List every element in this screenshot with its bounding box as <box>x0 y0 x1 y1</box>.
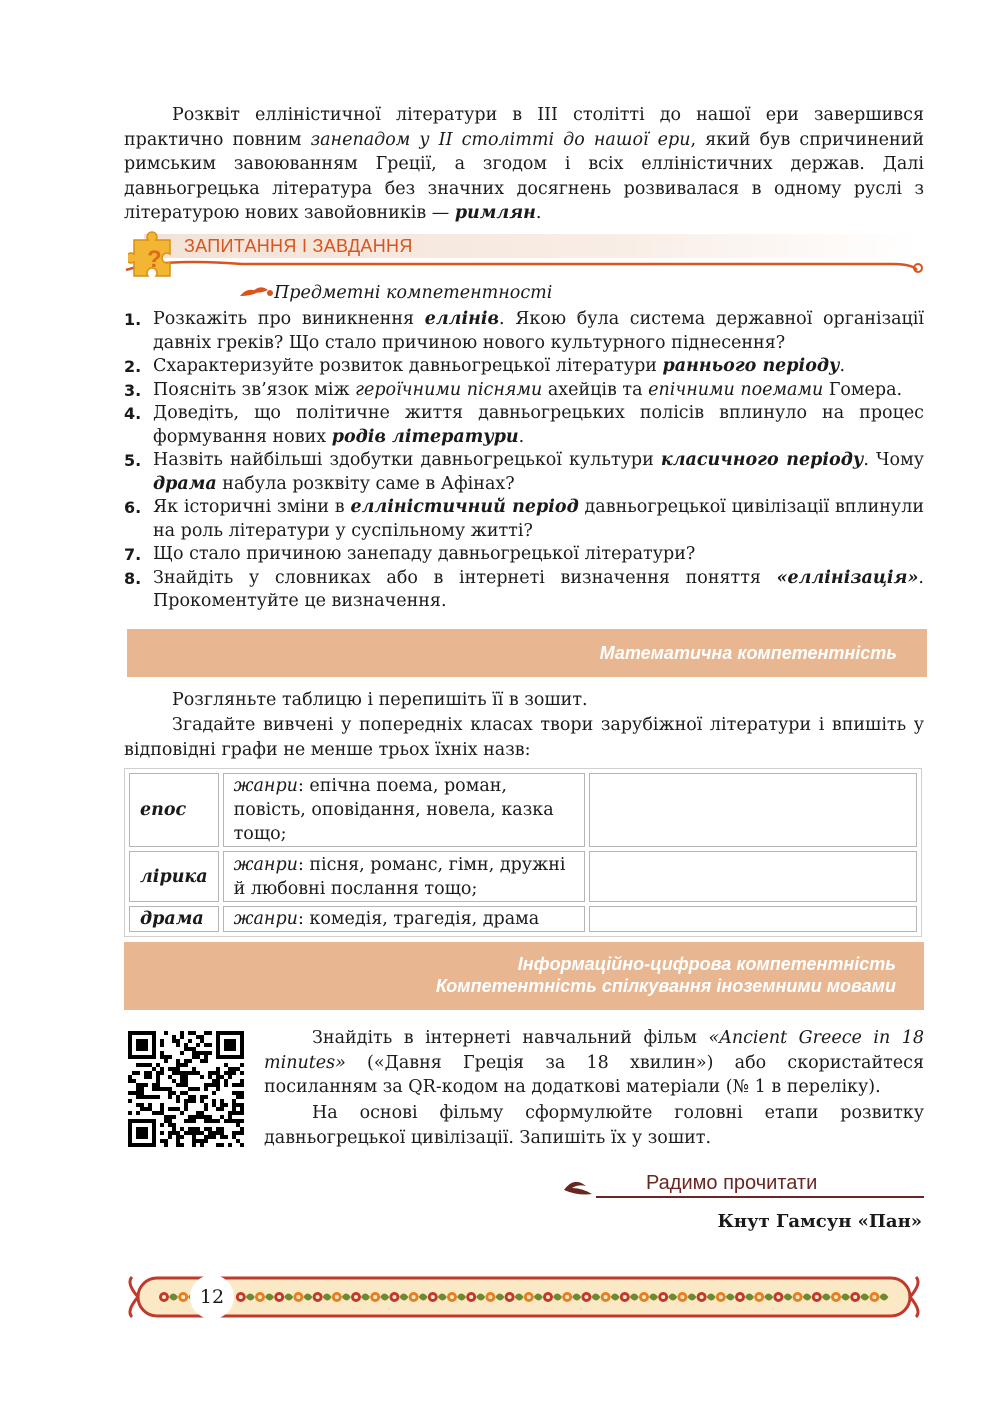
info-competence-title: Інформаційно-цифрова компетентність <box>517 954 896 974</box>
question-number: 6. <box>124 498 142 517</box>
question-text: Що стало причиною занепаду давньогрецької літератури? <box>153 544 696 564</box>
question-number: 7. <box>124 545 142 564</box>
table-intro-2: Згадайте вивчені у попередніх класах твори зарубіжної літератури і впишіть у відповідні графи не менше трьох їхніх назв: <box>124 715 924 760</box>
footer-ornament <box>124 1272 924 1322</box>
question-number: 1. <box>124 310 142 329</box>
question-text: Схарактеризуйте розвиток давньогрецької літератури раннього періоду. <box>153 356 846 376</box>
language-competence-title: Компетентність спілкування іноземними мовами <box>435 976 896 996</box>
question-item <box>124 308 924 355</box>
qr-code-icon[interactable] <box>128 1031 244 1147</box>
quill-ornament-icon <box>562 1176 598 1198</box>
subject-competence-label: Предметні компетентності <box>274 283 553 303</box>
svg-text:?: ? <box>147 246 162 273</box>
genre-desc: жанри: епічна поема, роман, повість, оповідання, новела, казка тощо; <box>223 773 585 847</box>
question-item <box>124 402 924 449</box>
question-item <box>124 496 924 543</box>
question-text: Знайдіть у словниках або в інтернеті визначення поняття «еллінізація». Прокоментуйте це визначення. <box>153 567 924 611</box>
leaf-ornament-icon <box>238 284 274 300</box>
intro-text: . <box>535 203 542 223</box>
ornament-band <box>124 1272 924 1322</box>
question-text: Поясніть зв’язок між героїчними піснями ахейців та епічними поемами Гомера. <box>153 379 903 400</box>
page-number: 12 <box>190 1275 234 1319</box>
subject-competence-title <box>238 283 552 303</box>
question-text: Як історичні зміни в елліністичний період давньогрецької цивілізації вплинули на роль літератури у суспільному житті? <box>153 497 924 541</box>
genres-table <box>124 768 922 937</box>
table-intro-1: Розгляньте таблицю і перепишіть її в зошит. <box>172 690 588 710</box>
question-item <box>124 543 924 567</box>
question-number: 3. <box>124 380 142 400</box>
math-competence-bar <box>127 629 927 677</box>
genre-desc: жанри: пісня, романс, гімн, дружні й любовні послання тощо; <box>223 851 585 902</box>
puzzle-question-icon <box>128 230 178 280</box>
math-competence-title: Математична компетентність <box>599 643 897 663</box>
table-row <box>129 906 917 932</box>
genre-kind: лірика <box>129 851 219 902</box>
question-item <box>124 379 924 403</box>
question-item <box>124 355 924 379</box>
genre-empty-cell <box>589 906 917 932</box>
read-header <box>562 1170 924 1200</box>
intro-emphasis: занепадом у II столітті до нашої ери <box>310 129 691 150</box>
question-text: Доведіть, що політичне життя давньогрецьких полісів вплинуло на процес формування нових родів літератури. <box>153 403 924 447</box>
question-number: 2. <box>124 357 142 376</box>
table-row <box>129 851 917 902</box>
read-title: Радимо прочитати <box>646 1172 818 1194</box>
table-row <box>129 773 917 847</box>
question-item <box>124 449 924 496</box>
question-number: 8. <box>124 568 142 588</box>
questions-header <box>122 228 924 284</box>
genre-kind: епос <box>129 773 219 847</box>
question-text: Розкажіть про виникнення еллінів. Якою була система державної організації давніх греків? Що стало причиною нового культурного піднесення? <box>153 309 925 353</box>
genre-empty-cell <box>589 773 917 847</box>
intro-paragraph <box>124 103 924 226</box>
questions-title: ЗАПИТАННЯ І ЗАВДАННЯ <box>184 236 413 256</box>
read-underline <box>596 1196 924 1198</box>
book-recommendation: Кнут Гамсун «Пан» <box>717 1211 922 1232</box>
film-paragraph: Знайдіть в інтернеті навчальний фільм «Ancient Greece in 18 minutes» («Давня Греція за 18 хвилин») або скористайтеся посиланням за QR-кодом на додаткові матеріали (№ 1 в переліку). <box>264 1028 924 1097</box>
genre-desc: жанри: комедія, трагедія, драма <box>223 906 585 932</box>
questions-list <box>124 308 924 614</box>
question-number: 4. <box>124 404 142 423</box>
genre-kind: драма <box>129 906 219 932</box>
question-number: 5. <box>124 451 142 470</box>
genre-empty-cell <box>589 851 917 902</box>
intro-term: римлян <box>454 203 536 223</box>
film-task: На основі фільму сформулюйте головні етапи розвитку давньогрецької цивілізації. Запишіть їх у зошит. <box>264 1103 924 1148</box>
question-text: Назвіть найбільші здобутки давньогрецької культури класичного періоду. Чому драма набула розквіту саме в Афінах? <box>153 450 925 494</box>
info-competence-bar <box>124 942 924 1010</box>
intro-text: , який був спричинений римським завоюванням Греції, а згодом і всіх елліністичних держав. Далі давньогрецька література без значних досягнень розвивалася в одному руслі з літературою нових завойовників — <box>124 129 924 223</box>
question-item <box>124 567 924 614</box>
intro-text: Розквіт елліністичної літератури в III столітті до нашої ери завершився практично повним <box>124 105 924 150</box>
